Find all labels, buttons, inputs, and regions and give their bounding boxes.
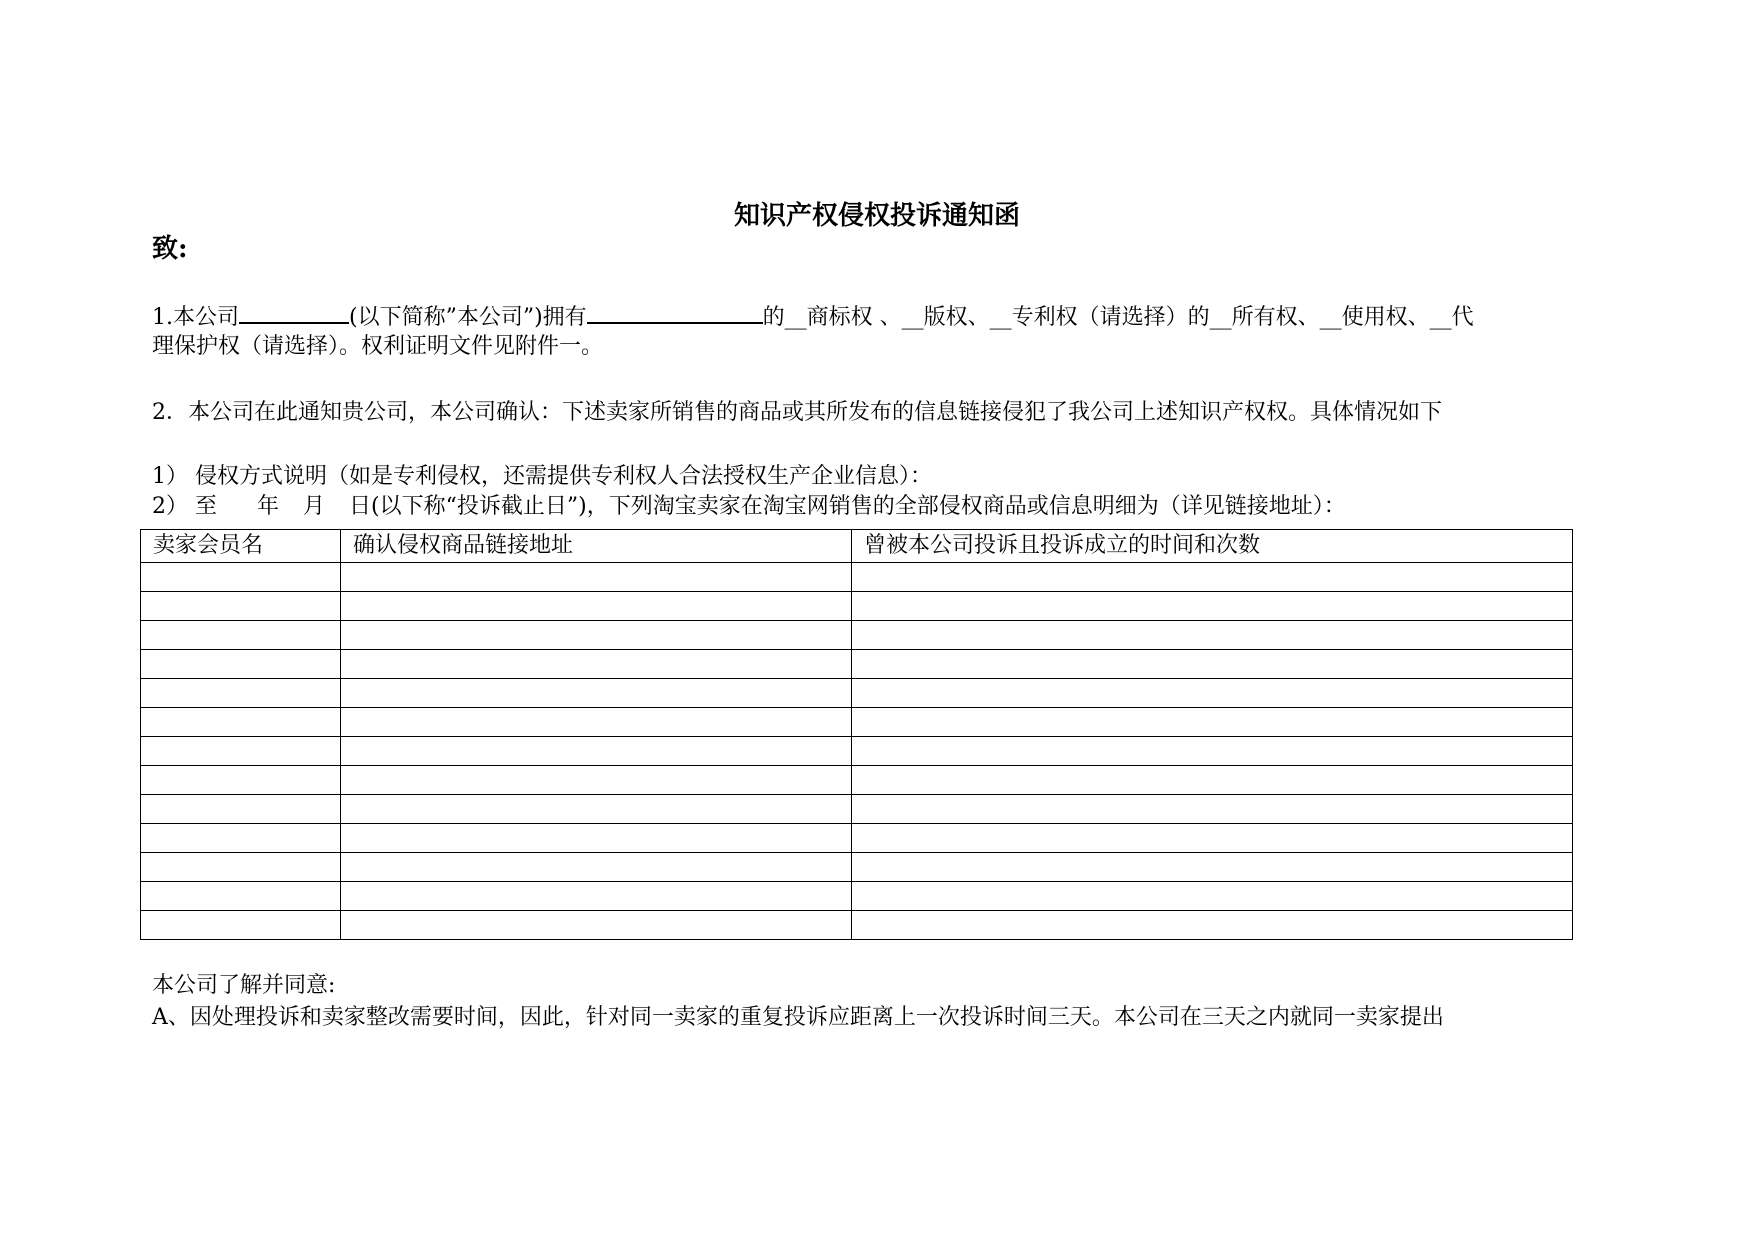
table-header-row (141, 530, 1573, 563)
table-row (141, 679, 1573, 708)
cell-complaint-history[interactable] (852, 621, 1573, 650)
cell-complaint-history[interactable] (852, 882, 1573, 911)
cell-infringing-link[interactable] (341, 882, 852, 911)
cell-seller-member-name[interactable] (141, 592, 341, 621)
table-row (141, 795, 1573, 824)
cell-seller-member-name[interactable] (141, 650, 341, 679)
cell-complaint-history[interactable] (852, 766, 1573, 795)
table-row (141, 853, 1573, 882)
cell-seller-member-name[interactable] (141, 795, 341, 824)
rights-owner-blank[interactable] (587, 300, 763, 324)
item-1: 1） 侵权方式说明（如是专利侵权，还需提供专利权人合法授权生产企业信息）： (152, 464, 932, 489)
cell-complaint-history[interactable] (852, 824, 1573, 853)
clause-a: A、因处理投诉和卖家整改需要时间，因此，针对同一卖家的重复投诉应距离上一次投诉时间三天。本公司在三天之内就同一卖家提出 (152, 1005, 1444, 1030)
cell-infringing-link[interactable] (341, 737, 852, 766)
cell-seller-member-name[interactable] (141, 708, 341, 737)
cell-seller-member-name[interactable] (141, 679, 341, 708)
table-row (141, 708, 1573, 737)
item-2-prefix: 2） 至 (152, 494, 217, 519)
cell-complaint-history[interactable] (852, 708, 1573, 737)
cell-infringing-link[interactable] (341, 563, 852, 592)
table-row (141, 911, 1573, 940)
cell-infringing-link[interactable] (341, 621, 852, 650)
cell-seller-member-name[interactable] (141, 882, 341, 911)
cell-complaint-history[interactable] (852, 679, 1573, 708)
item-2-month: 月 (303, 494, 326, 519)
paragraph-2: 2．本公司在此通知贵公司，本公司确认：下述卖家所销售的商品或其所发布的信息链接侵犯了我公司上述知识产权权。具体情况如下 (152, 400, 1443, 425)
paragraph-1 (152, 300, 1474, 333)
cell-seller-member-name[interactable] (141, 737, 341, 766)
cell-complaint-history[interactable] (852, 563, 1573, 592)
table-row (141, 650, 1573, 679)
header-infringing-link: 确认侵权商品链接地址 (341, 530, 852, 563)
table-row (141, 592, 1573, 621)
header-complaint-history: 曾被本公司投诉且投诉成立的时间和次数 (852, 530, 1573, 563)
cell-infringing-link[interactable] (341, 650, 852, 679)
paragraph-1-part-c: 的__商标权 、__版权、__专利权（请选择）的__所有权、__使用权、__代 (762, 305, 1474, 330)
cell-seller-member-name[interactable] (141, 766, 341, 795)
cell-complaint-history[interactable] (852, 853, 1573, 882)
document-title: 知识产权侵权投诉通知函 (733, 201, 1020, 231)
item-2 (152, 492, 1346, 522)
paragraph-1-part-a: 1.本公司 (152, 305, 239, 330)
cell-seller-member-name[interactable] (141, 911, 341, 940)
cell-infringing-link[interactable] (341, 911, 852, 940)
cell-complaint-history[interactable] (852, 737, 1573, 766)
cell-infringing-link[interactable] (341, 708, 852, 737)
cell-complaint-history[interactable] (852, 911, 1573, 940)
table-row (141, 882, 1573, 911)
cell-infringing-link[interactable] (341, 824, 852, 853)
cell-complaint-history[interactable] (852, 650, 1573, 679)
paragraph-1-line-2: 理保护权（请选择）。权利证明文件见附件一。 (152, 334, 604, 359)
table-row (141, 737, 1573, 766)
item-2-suffix: 日(以下称“投诉截止日”)，下列淘宝卖家在淘宝网销售的全部侵权商品或信息明细为（详见链接地址）： (349, 494, 1346, 519)
cell-infringing-link[interactable] (341, 592, 852, 621)
cell-infringing-link[interactable] (341, 766, 852, 795)
cell-seller-member-name[interactable] (141, 824, 341, 853)
cell-seller-member-name[interactable] (141, 621, 341, 650)
cell-infringing-link[interactable] (341, 853, 852, 882)
cell-infringing-link[interactable] (341, 795, 852, 824)
agree-heading: 本公司了解并同意: (152, 973, 336, 998)
infringing-sellers-table (140, 529, 1573, 940)
cell-seller-member-name[interactable] (141, 563, 341, 592)
header-seller-member-name: 卖家会员名 (141, 530, 341, 563)
cell-complaint-history[interactable] (852, 592, 1573, 621)
item-2-year: 年 (257, 494, 280, 519)
cell-complaint-history[interactable] (852, 795, 1573, 824)
table-row (141, 824, 1573, 853)
addressee-label: 致: (152, 234, 188, 264)
cell-seller-member-name[interactable] (141, 853, 341, 882)
table-row (141, 621, 1573, 650)
paragraph-1-part-b: (以下简称”本公司”)拥有 (349, 305, 587, 330)
table-row (141, 563, 1573, 592)
table-row (141, 766, 1573, 795)
company-name-blank[interactable] (239, 300, 349, 324)
cell-infringing-link[interactable] (341, 679, 852, 708)
